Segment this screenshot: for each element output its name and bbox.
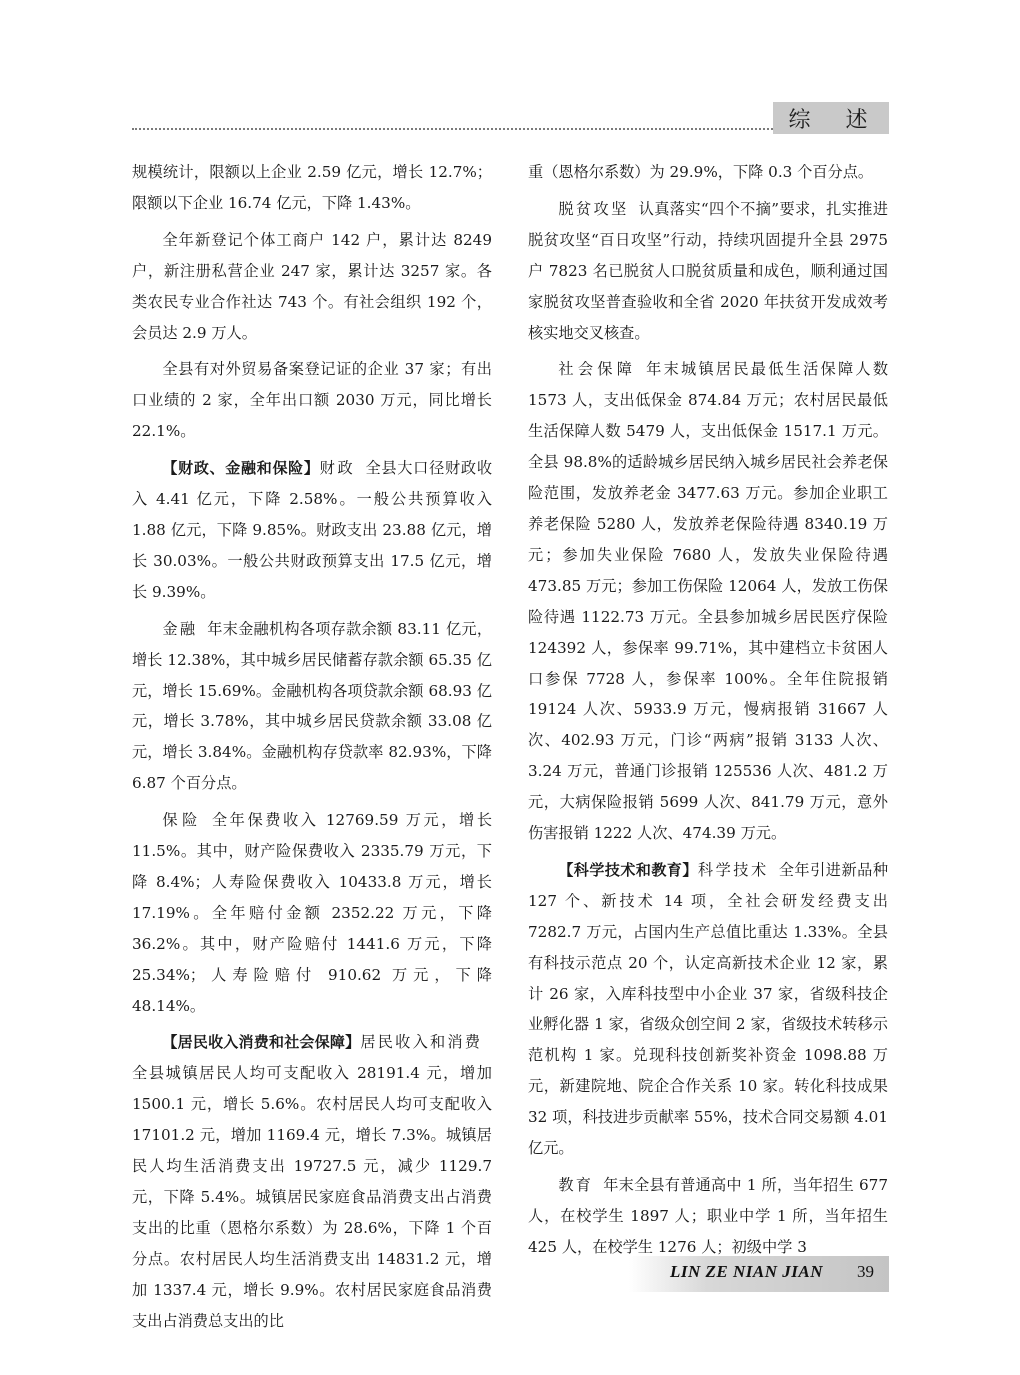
paragraph-body: 年末金融机构各项存款余额 83.11 亿元，增长 12.38%，其中城乡居民储蓄存款余额 65.35 亿元，增长 15.69%。金融机构各项贷款余额 68.93 亿元，增长 3.78%，其中城乡居民贷款余额 33.08 亿元，增长 3.84%。金融机构存贷款率 82.93%，下降 6.87 个百分点。 <box>132 619 493 793</box>
page-number: 39 <box>857 1262 874 1281</box>
subsection-label: 保险 <box>162 811 202 830</box>
subsection-label: 居民收入和消费 <box>360 1033 482 1052</box>
paragraph-body: 全县城镇居民人均可支配收入 28191.4 元，增加 1500.1 元，增长 5.6%。农村居民人均可支配收入 17101.2 元，增加 1169.4 元，增长 7.3%。城镇居民人均生活消费支出 19727.5 元，减少 1129.7 元，下降 5.4%。城镇居民家庭食品消费支出占消费支出的比重（恩格尔系数）为 28.6%，下降 1 个百分点。农村居民人均生活消费支出 14831.2 元，增加 1337.4 元，增长 9.9%。农村居民家庭食品消费支出占消费总支出的比 <box>132 1064 492 1330</box>
subsection-label: 财政 <box>319 459 356 478</box>
paragraph-body: 年末城镇居民最低生活保障人数 1573 人，支出低保金 874.84 万元；农村居民最低生活保障人数 5479 人，支出低保金 1517.1 万元。全县 98.8%的适龄城乡居民纳入城乡居民社会养老保险范围，发放养老金 3477.63 万元。参加企业职工养老保险 5280 人，发放养老保险待遇 8340.19 万元；参加失业保险 7680 人，发放失业保险待遇 473.85 万元；参加工伤保险 12064 人，发放工伤保险待遇 1122.73 万元。全县参加城乡居民医疗保险 124392 人，参保率 99.71%，其中建档立卡贫困人口参保 7728 人，参保率 100%。全年住院报销 19124 人次、5933.9 万元，慢病报销 31667 人次、402.93 万元，门诊“两病”报销 3133 人次、3.24 万元，普通门诊报销 125536 人次、481.2 万元，大病保险报销 5699 人次、841.79 万元，意外伤害报销 1222 人次、474.39 万元。 <box>528 360 889 843</box>
paragraph <box>528 1170 888 1263</box>
paragraph-body: 全年保费收入 12769.59 万元，增长 11.5%。其中，财产险保费收入 2335.79 万元，下降 8.4%；人寿险保费收入 10433.8 万元，增长 17.19%。全年赔付金额 2352.22 万元，下降 36.2%。其中，财产险赔付 1441.6 万元，下降 25.34%；人寿险赔付 910.62 万元，下降 48.14%。 <box>132 811 493 1015</box>
paragraph <box>528 855 888 1164</box>
paragraph <box>132 1027 492 1336</box>
paragraph: 全县有对外贸易备案登记证的企业 37 家；有出口业绩的 2 家，全年出口额 2030 万元，同比增长 22.1%。 <box>132 360 492 441</box>
paragraph <box>132 453 492 608</box>
subsection-label: 教育 <box>558 1176 594 1194</box>
subsection-label: 脱贫攻坚 <box>558 199 629 218</box>
paragraph: 规模统计，限额以上企业 2.59 亿元，增长 12.7%；限额以下企业 16.74 亿元，下降 1.43%。 <box>132 163 492 212</box>
section-heading: 【财政、金融和保险】 <box>162 459 320 478</box>
left-column <box>132 157 492 1337</box>
paragraph: 全年新登记个体工商户 142 户，累计达 8249 户，新注册私营企业 247 家，累计达 3257 家。各类农民专业合作社达 743 个。有社会组织 192 个，会员达 2.9 万人。 <box>132 230 492 342</box>
publication-title: LIN ZE NIAN JIAN <box>670 1262 823 1281</box>
subsection-label: 金融 <box>162 619 198 638</box>
section-heading: 【科学技术和教育】 <box>558 860 698 879</box>
subsection-label: 社会保障 <box>558 360 637 379</box>
paragraph-body: 认真落实“四个不摘”要求，扎实推进脱贫攻坚“百日攻坚”行动，持续巩固提升全县 2975 户 7823 名已脱贫人口脱贫质量和成色，顺利通过国家脱贫攻坚普查验收和全省 2020 年扶贫开发成效考核实地交叉核查。 <box>528 199 889 342</box>
paragraph-body: 全县大口径财政收入 4.41 亿元，下降 2.58%。一般公共预算收入 1.88 亿元，下降 9.85%。财政支出 23.88 亿元，增长 30.03%。一般公共财政预算支出 17.5 亿元，增长 9.39%。 <box>132 459 493 601</box>
paragraph-body: 全年引进新品种 127 个、新技术 14 项，全社会研发经费支出 7282.7 万元，占国内生产总值比重达 1.33%。全县有科技示范点 20 个，认定高新技术企业 12 家，累计 26 家，入库科技型中小企业 37 家，省级科技企业孵化器 1 家，省级众创空间 2 家，省级技术转移示范机构 1 家。兑现科技创新奖补资金 1098.88 万元，新建院地、院企合作关系 10 家。转化科技成果 32 项，科技进步贡献率 55%，技术合同交易额 4.01 亿元。 <box>528 860 889 1158</box>
header-dotted-rule <box>132 128 777 130</box>
subsection-label: 科学技术 <box>697 860 769 879</box>
paragraph <box>528 354 888 849</box>
section-heading: 【居民收入消费和社会保障】 <box>162 1033 361 1052</box>
right-column <box>528 157 888 1263</box>
paragraph <box>132 805 492 1021</box>
paragraph <box>528 194 888 349</box>
paragraph-body: 年末全县有普通高中 1 所，当年招生 677 人，在校学生 1897 人；职业中学 1 所，当年招生 425 人，在校学生 1276 人；初级中学 3 <box>528 1176 889 1256</box>
section-label: 综 述 <box>773 102 889 134</box>
paragraph <box>132 614 492 799</box>
paragraph: 重（恩格尔系数）为 29.9%，下降 0.3 个百分点。 <box>528 163 874 181</box>
